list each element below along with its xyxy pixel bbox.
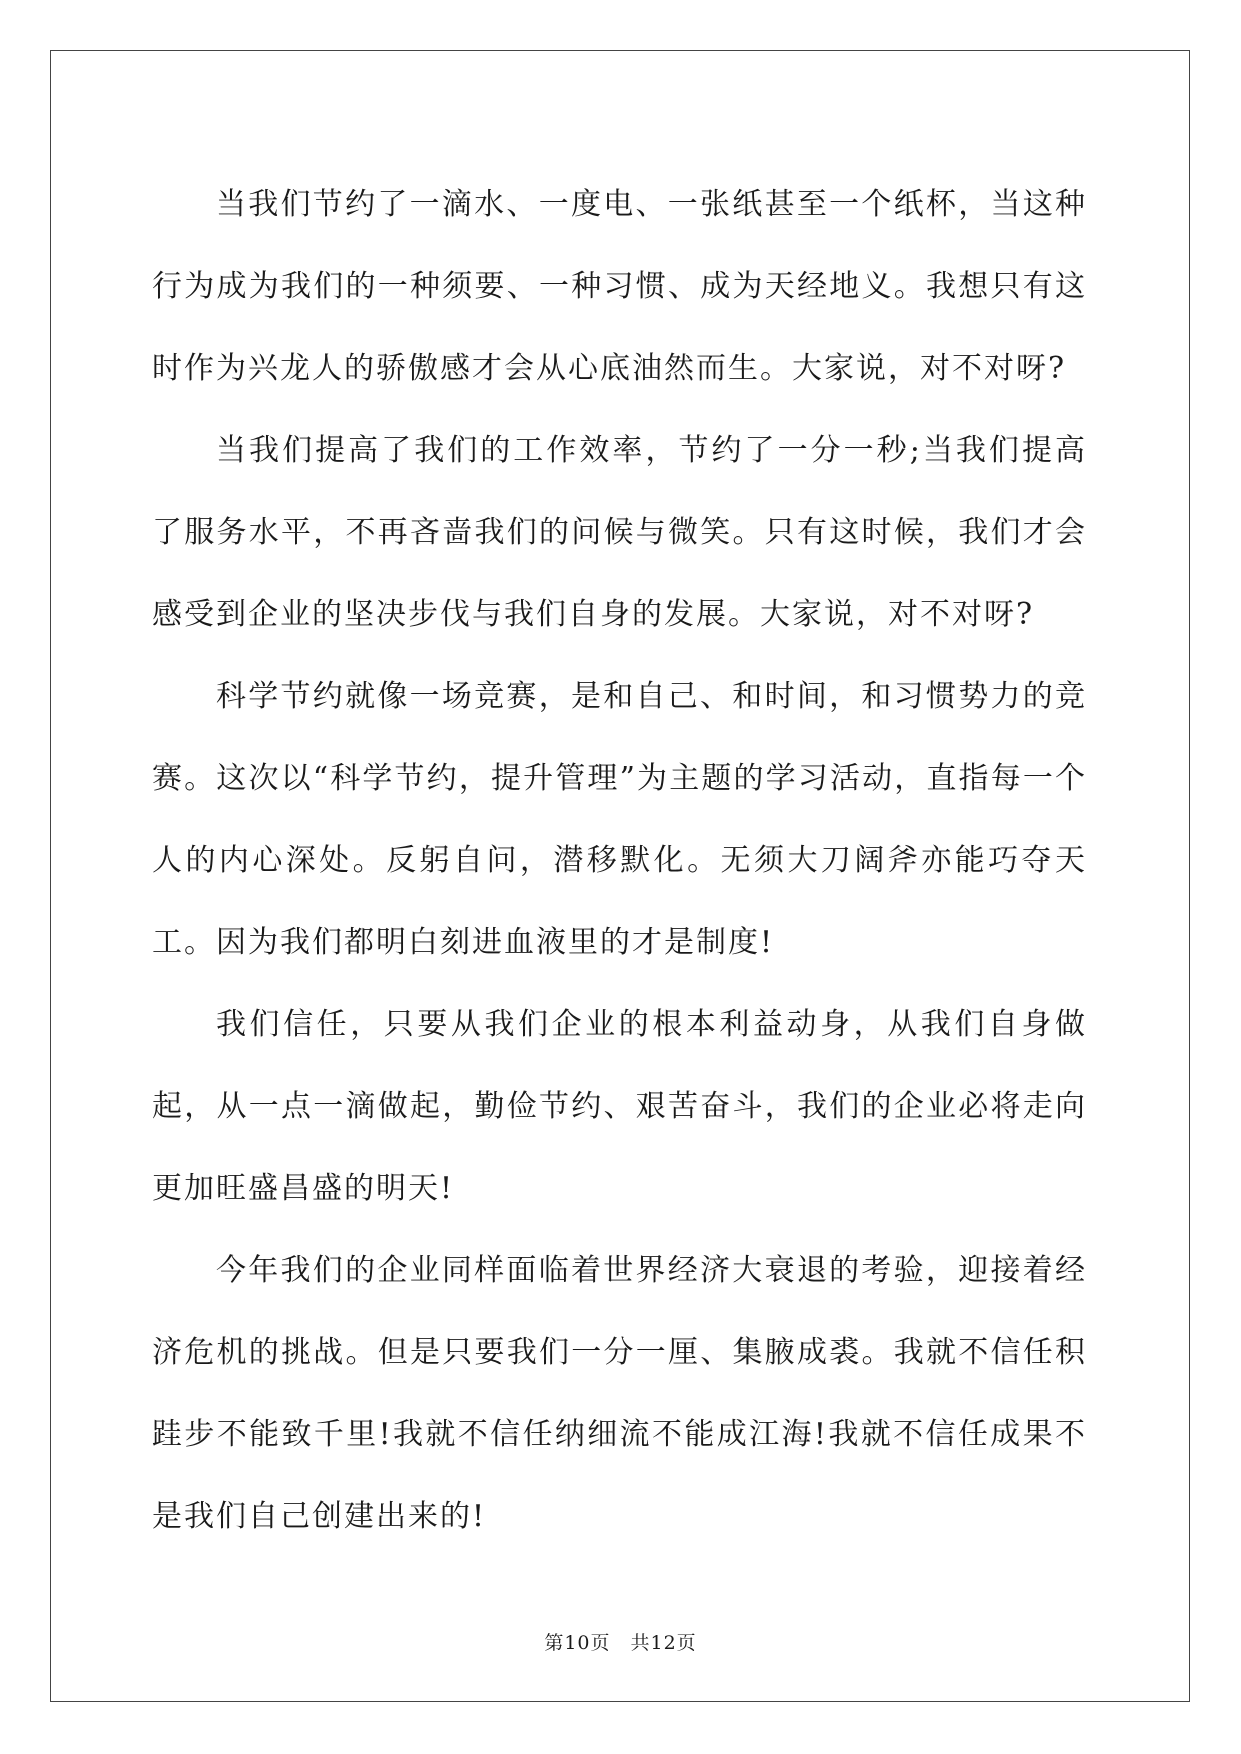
paragraph-2: 当我们提高了我们的工作效率，节约了一分一秒;当我们提高了服务水平，不再吝啬我们的问候与微笑。只有这时候，我们才会感受到企业的坚决步伐与我们自身的发展。大家说，对不对呀?: [152, 433, 1087, 632]
document-body: [152, 164, 1087, 1558]
paragraph-3: 科学节约就像一场竞赛，是和自己、和时间，和习惯势力的竞赛。这次以“科学节约，提升管理”为主题的学习活动，直指每一个人的内心深处。反躬自问，潜移默化。无须大刀阔斧亦能巧夺天工。因为我们都明白刻进血液里的才是制度!: [152, 679, 1087, 960]
page-number-footer: 第10页 共12页: [544, 1632, 697, 1654]
paragraph-5: 今年我们的企业同样面临着世界经济大衰退的考验，迎接着经济危机的挑战。但是只要我们一分一厘、集腋成裘。我就不信任积跬步不能致千里!我就不信任纳细流不能成江海!我就不信任成果不是我们自己创建出来的!: [152, 1253, 1087, 1534]
paragraph-4: 我们信任，只要从我们企业的根本利益动身，从我们自身做起，从一点一滴做起，勤俭节约、艰苦奋斗，我们的企业必将走向更加旺盛昌盛的明天!: [152, 1007, 1087, 1206]
paragraph-1: 当我们节约了一滴水、一度电、一张纸甚至一个纸杯，当这种行为成为我们的一种须要、一种习惯、成为天经地义。我想只有这时作为兴龙人的骄傲感才会从心底油然而生。大家说，对不对呀?: [152, 187, 1087, 386]
